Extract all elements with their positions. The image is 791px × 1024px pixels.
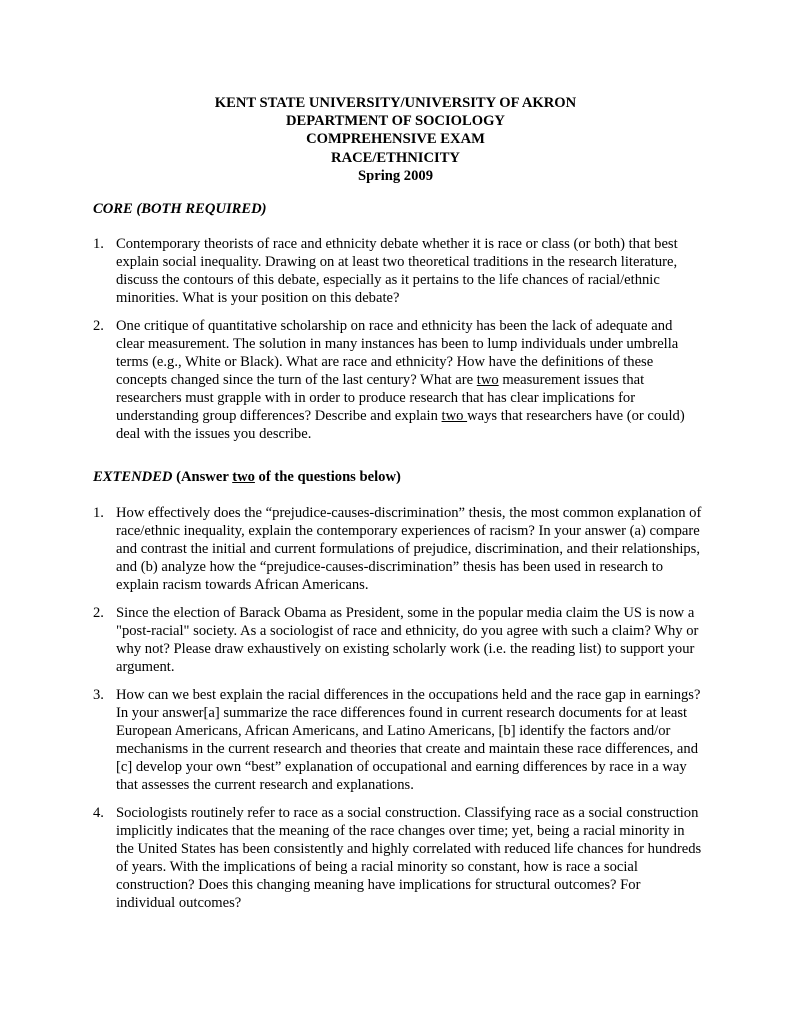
extended-title-text: (Answer [172, 469, 233, 485]
department-name: DEPARTMENT OF SOCIOLOGY [286, 113, 505, 130]
underlined-word: two [476, 372, 499, 388]
question-text: Sociologists routinely refer to race as a social construction. Classifying race as a social construction implicitly indicates that the meaning of the race changes over time; yet, being a racial minority in the United States has been consistently and highly correlated with reduced life chances for hundreds of years. With the implications of being a racial minority so constant, how is race a social construction? Does this changing meaning have implications for structural outcomes? For individual outcomes? [116, 805, 702, 911]
exam-header [0, 94, 791, 185]
extended-question [93, 804, 703, 912]
university-name: KENT STATE UNIVERSITY/UNIVERSITY OF AKRON [214, 95, 577, 111]
question-text: Contemporary theorists of race and ethnicity debate whether it is race or class (or both) that best explain social inequality. Drawing on at least two theoretical traditions in the research literature, discuss the contours of this debate, especially as it pertains to the life chances of racial/ethnic minorities. What is your position on this debate? [116, 236, 678, 306]
extended-question-list [93, 504, 703, 922]
question-text-part: ways that researchers have (or could) deal with the issues you describe. [116, 408, 685, 442]
exam-name: COMPREHENSIVE EXAM [306, 131, 485, 148]
underlined-word: two [232, 469, 255, 485]
extended-question [93, 686, 703, 794]
question-number: 1. [93, 505, 104, 521]
question-number: 1. [93, 236, 104, 252]
core-question-list [93, 235, 703, 453]
question-text: How effectively does the “prejudice-causes-discrimination” thesis, the most common explanation of race/ethnic inequality, explain the contemporary experiences of racism? In your answer (a) compare and contrast the initial and current formulations of prejudice, discrimination, and their relationships, and (b) analyze how the “prejudice-causes-discrimination” thesis has been used in research to explain racism towards African Americans. [116, 505, 702, 593]
question-number: 2. [93, 318, 104, 334]
extended-title-text: of the questions below) [254, 469, 401, 485]
core-section-title: CORE (BOTH REQUIRED) [93, 201, 267, 217]
question-text: Since the election of Barack Obama as President, some in the popular media claim the US is now a "post-racial" society. As a sociologist of race and ethnicity, do you agree with such a claim? Why or why not? Please draw exhaustively on existing scholarly work (i.e. the reading list) to support your argument. [116, 605, 699, 675]
extended-question [93, 504, 703, 594]
extended-title-label: EXTENDED [93, 469, 173, 485]
extended-question [93, 604, 703, 676]
core-question [93, 317, 703, 443]
question-text [116, 318, 685, 442]
question-text-part: measurement issues that researchers must grapple with in order to produce research that has clear implications for understanding group differences? Describe and explain [116, 372, 645, 424]
question-number: 3. [93, 687, 104, 703]
extended-section-title [93, 468, 401, 486]
question-text-part: One critique of quantitative scholarship on race and ethnicity has been the lack of adequate and clear measurement. The solution in many instances has been to lump individuals under umbrella terms (e.g., White or Black). What are race and ethnicity? How have the definitions of these concepts changed since the turn of the last century? What are [116, 318, 679, 388]
question-text: How can we best explain the racial differences in the occupations held and the race gap in earnings? In your answer[a] summarize the race differences found in current research documents for at least European Americans, African Americans, and Latino Americans, [b] identify the factors and/or mechanisms in the current research and theories that create and maintain these race differences, and [c] develop your own “best” explanation of occupational and earning differences by race in a way that assesses the current research and explanations. [116, 687, 701, 793]
question-number: 4. [93, 805, 104, 821]
exam-subject: RACE/ETHNICITY [331, 149, 460, 166]
core-question [93, 235, 703, 307]
question-number: 2. [93, 605, 104, 621]
underlined-word: two [441, 408, 468, 424]
exam-term: Spring 2009 [357, 167, 433, 184]
